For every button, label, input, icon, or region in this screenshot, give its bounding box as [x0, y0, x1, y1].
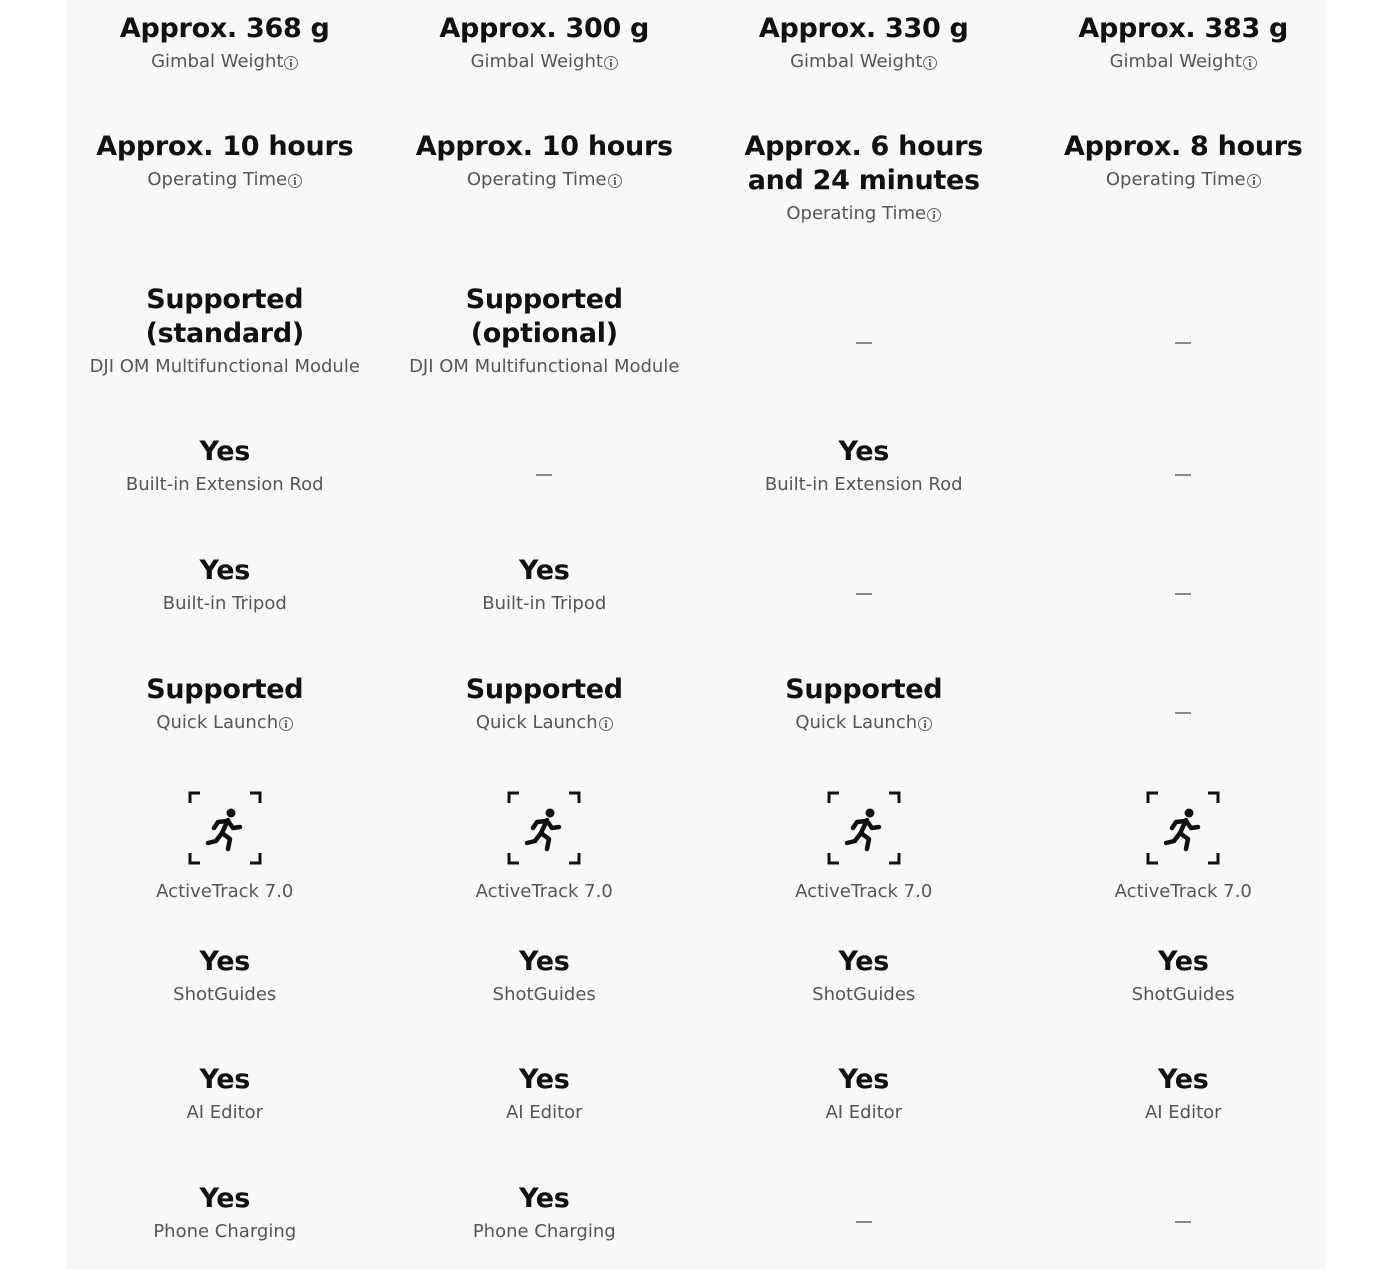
spec-label: [476, 880, 613, 904]
not-supported-dash: [856, 342, 872, 344]
spec-label: [163, 592, 287, 616]
spec-cell: [704, 283, 1024, 403]
spec-row-ai-editor: [65, 1063, 1343, 1143]
spec-cell: [704, 1182, 1024, 1262]
spec-value: Approx. 368 g: [119, 13, 330, 44]
spec-value: Supported: [146, 674, 304, 705]
not-supported-dash: [1175, 712, 1191, 714]
spec-value: Approx. 300 g: [439, 13, 650, 44]
spec-value: Supported: [785, 674, 943, 705]
info-icon[interactable]: [1247, 174, 1261, 188]
spec-cell: [65, 1182, 385, 1262]
spec-row-activetrack: [65, 791, 1343, 901]
spec-label: [473, 1220, 616, 1244]
spec-row-multifunctional-module: [65, 283, 1343, 403]
spec-label-text: ShotGuides: [1131, 984, 1235, 1005]
spec-label: [467, 168, 622, 192]
spec-label: [147, 168, 302, 192]
spec-value: Yes: [1157, 1064, 1209, 1095]
spec-cell: [1024, 12, 1344, 92]
spec-label-text: Built-in Tripod: [482, 593, 607, 614]
spec-cell: [65, 435, 385, 515]
activetrack-icon: [507, 791, 581, 876]
spec-label-text: Operating Time: [466, 169, 607, 190]
spec-value: Approx. 10 hours: [415, 131, 673, 162]
spec-label-text: Built-in Tripod: [162, 593, 287, 614]
spec-label-text: AI Editor: [1144, 1102, 1222, 1123]
info-icon[interactable]: [927, 208, 941, 222]
spec-label: [790, 50, 937, 74]
spec-label-text: ActiveTrack 7.0: [475, 881, 613, 902]
spec-value: Yes: [838, 436, 890, 467]
spec-label: [173, 983, 276, 1007]
spec-label-text: ActiveTrack 7.0: [795, 881, 933, 902]
spec-value: Approx. 8 hours: [1063, 131, 1303, 162]
spec-cell: [65, 1063, 385, 1143]
spec-label-text: ActiveTrack 7.0: [1114, 881, 1252, 902]
spec-label: [476, 711, 613, 735]
not-supported-dash: [856, 593, 872, 595]
spec-cell: [385, 12, 705, 92]
spec-value: Approx. 383 g: [1078, 13, 1289, 44]
spec-label-text: DJI OM Multifunctional Module: [89, 356, 360, 377]
spec-label: [1110, 50, 1257, 74]
spec-row-tripod: [65, 554, 1343, 634]
spec-cell: [704, 673, 1024, 753]
spec-row-quick-launch: [65, 673, 1343, 753]
spec-label: [90, 355, 360, 379]
spec-value: Yes: [199, 1064, 251, 1095]
spec-cell: [385, 1063, 705, 1143]
spec-label-text: AI Editor: [186, 1102, 264, 1123]
spec-label-text: AI Editor: [505, 1102, 583, 1123]
spec-label: [151, 50, 298, 74]
spec-cell: [1024, 130, 1344, 250]
spec-label-text: Quick Launch: [795, 712, 918, 733]
spec-cell: [65, 12, 385, 92]
not-supported-dash: [536, 474, 552, 476]
spec-label-text: DJI OM Multifunctional Module: [409, 356, 680, 377]
spec-label-text: AI Editor: [825, 1102, 903, 1123]
spec-cell: [1024, 435, 1344, 515]
spec-label-text: Operating Time: [147, 169, 288, 190]
spec-cell: [1024, 673, 1344, 753]
spec-label: [471, 50, 618, 74]
not-supported-dash: [1175, 593, 1191, 595]
not-supported-dash: [1175, 1221, 1191, 1223]
spec-label: [506, 1101, 583, 1125]
spec-cell: [65, 554, 385, 634]
spec-label-text: Gimbal Weight: [151, 51, 284, 72]
info-icon[interactable]: [599, 717, 613, 731]
spec-label-text: Operating Time: [1105, 169, 1246, 190]
spec-value: Supported: [465, 674, 623, 705]
spec-label-text: ShotGuides: [173, 984, 277, 1005]
spec-value: Yes: [518, 1064, 570, 1095]
spec-label-text: Built-in Extension Rod: [125, 474, 324, 495]
spec-label: [812, 983, 915, 1007]
spec-value: Yes: [518, 946, 570, 977]
spec-label: [795, 711, 932, 735]
spec-row-extension-rod: [65, 435, 1343, 515]
spec-cell: [704, 12, 1024, 92]
spec-value: Yes: [518, 555, 570, 586]
spec-label: [1145, 1101, 1222, 1125]
spec-cell: [65, 945, 385, 1025]
not-supported-dash: [856, 1221, 872, 1223]
spec-value: Approx. 6 hours and 24 minutes: [744, 131, 984, 196]
spec-label-text: Built-in Extension Rod: [764, 474, 963, 495]
info-icon[interactable]: [923, 56, 937, 70]
spec-cell: [704, 435, 1024, 515]
spec-value: Supported (optional): [465, 284, 623, 349]
spec-label: [786, 202, 941, 226]
spec-value: Yes: [838, 946, 890, 977]
spec-label-text: Phone Charging: [153, 1221, 297, 1242]
spec-cell: [385, 554, 705, 634]
spec-cell: [65, 673, 385, 753]
spec-cell: [1024, 554, 1344, 634]
spec-value: Yes: [199, 555, 251, 586]
spec-value: Yes: [838, 1064, 890, 1095]
spec-label-text: Quick Launch: [156, 712, 279, 733]
info-icon[interactable]: [918, 717, 932, 731]
spec-cell: [704, 130, 1024, 250]
spec-cell: [385, 435, 705, 515]
spec-cell: [65, 130, 385, 250]
spec-label-text: ActiveTrack 7.0: [156, 881, 294, 902]
spec-cell: [385, 283, 705, 403]
spec-cell: [704, 945, 1024, 1025]
spec-cell: [385, 130, 705, 250]
spec-label: [186, 1101, 263, 1125]
not-supported-dash: [1175, 342, 1191, 344]
spec-row-operating-time: [65, 130, 1343, 250]
spec-label: [153, 1220, 296, 1244]
spec-value: Supported (standard): [145, 284, 304, 349]
spec-cell: [704, 791, 1024, 901]
info-icon[interactable]: [284, 56, 298, 70]
spec-cell: [385, 791, 705, 901]
spec-cell: [704, 1063, 1024, 1143]
spec-cell: [1024, 791, 1344, 901]
spec-value: Yes: [199, 1183, 251, 1214]
spec-label: [482, 592, 606, 616]
spec-row-gimbal-weight: [65, 12, 1343, 92]
spec-cell: [1024, 1063, 1344, 1143]
spec-label-text: Gimbal Weight: [790, 51, 923, 72]
spec-cell: [1024, 1182, 1344, 1262]
spec-value: Yes: [199, 436, 251, 467]
spec-value: Yes: [518, 1183, 570, 1214]
activetrack-icon: [1146, 791, 1220, 876]
spec-label: [156, 711, 293, 735]
spec-label: [1106, 168, 1261, 192]
spec-value: Approx. 330 g: [758, 13, 969, 44]
spec-label: [1132, 983, 1235, 1007]
spec-label-text: Phone Charging: [472, 1221, 616, 1242]
spec-cell: [65, 283, 385, 403]
spec-value: Yes: [1157, 946, 1209, 977]
spec-label: [409, 355, 679, 379]
spec-cell: [65, 791, 385, 901]
spec-cell: [704, 554, 1024, 634]
spec-row-phone-charging: [65, 1182, 1343, 1262]
info-icon[interactable]: [608, 174, 622, 188]
info-icon[interactable]: [1243, 56, 1257, 70]
info-icon[interactable]: [604, 56, 618, 70]
spec-cell: [385, 945, 705, 1025]
spec-cell: [1024, 283, 1344, 403]
spec-label: [156, 880, 293, 904]
spec-cell: [385, 673, 705, 753]
spec-label-text: Operating Time: [786, 203, 927, 224]
info-icon[interactable]: [279, 717, 293, 731]
spec-cell: [385, 1182, 705, 1262]
spec-value: Approx. 10 hours: [96, 131, 354, 162]
spec-label: [795, 880, 932, 904]
spec-label-text: ShotGuides: [812, 984, 916, 1005]
spec-label: [765, 473, 963, 497]
activetrack-icon: [188, 791, 262, 876]
spec-label-text: ShotGuides: [492, 984, 596, 1005]
spec-label: [825, 1101, 902, 1125]
spec-label-text: Gimbal Weight: [1109, 51, 1242, 72]
info-icon[interactable]: [288, 174, 302, 188]
spec-row-shotguides: [65, 945, 1343, 1025]
spec-value: Yes: [199, 946, 251, 977]
spec-label-text: Quick Launch: [475, 712, 598, 733]
spec-label: [1115, 880, 1252, 904]
not-supported-dash: [1175, 474, 1191, 476]
spec-cell: [1024, 945, 1344, 1025]
spec-label: [493, 983, 596, 1007]
spec-label: [126, 473, 324, 497]
spec-label-text: Gimbal Weight: [470, 51, 603, 72]
activetrack-icon: [827, 791, 901, 876]
